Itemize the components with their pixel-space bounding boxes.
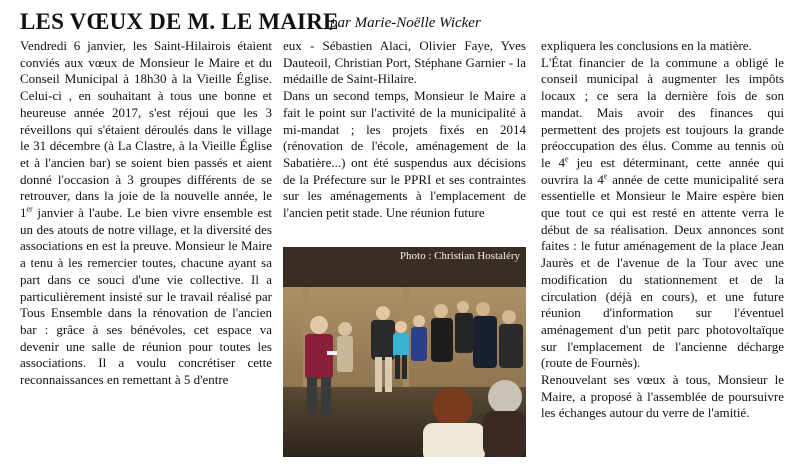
paragraph: eux - Sébastien Alaci, Olivier Faye, Yves Dauteoil, Christian Port, Stéphane Garnier - la médaille de Saint-Hilaire. — [283, 38, 526, 87]
article-header — [20, 9, 790, 39]
text-run: L'État financier de la commune a obligé le conseil municipal à augmenter les impôts locaux ; ce sera la dernière fois de son mandat. Mais avoir des finances qui permettent des projets est toujours la grande préoccupation des élus. Comme au tennis où le 4 — [541, 54, 784, 170]
text-column-1 — [20, 38, 272, 468]
superscript: e — [603, 171, 608, 181]
paragraph: Renouvelant ses vœux à tous, Monsieur le Maire, a proposé à l'assemblée de poursuivre les échanges autour du verre de l'amitié. — [541, 372, 784, 421]
superscript: e — [564, 154, 569, 164]
text-run: année de cette municipalité sera essentielle et Monsieur le Maire espère bien que tout ce qui est resté en attente verra le début de sa réalisation. Deux annonces sont faites : le futur aménagement de la place Jean Jaurès et de l'avenue de la Tour avec une modification du stationnement et de la circulation (déjà en cours), et une future réunion d'information sur l'éventuel aménagement d'un petit parc photovoltaïque sur l'emplacement de l'ancienne décharge (route de Fournès). — [541, 171, 784, 371]
photo-illustration — [283, 247, 526, 457]
paragraph — [20, 38, 272, 389]
article-byline: par Marie-Noëlle Wicker — [330, 15, 481, 31]
text-run: Vendredi 6 janvier, les Saint-Hilairois étaient conviés aux vœux de Monsieur le Maire et du Conseil Municipal à 18h30 à la Vieille Église. Celui-ci , en souhaitant à tous une bonne et heureuse année 2017, s'est réjoui que les 3 réveillons qui s'étaient déroulés dans le village le 31 décembre (à La Clastre, à la Vieille Église et à l'ancien bar) se soient bien passés et aient donné l'occasion à 3 groupes différents de se retrouver, dans la joie de la nouvelle année, le 1 — [20, 38, 272, 221]
paragraph — [541, 55, 784, 372]
paragraph: expliquera les conclusions en la matière. — [541, 38, 752, 53]
photo-credit: Photo : Christian Hostaléry — [399, 250, 520, 262]
paragraph: Dans un second temps, Monsieur le Maire a fait le point sur l'activité de la municipalité à mi-mandat ; les projets fixés en 2014 (rénovation de l'école, aménagement de la Sabatière...) ont été suspendus aux décisions de la Préfecture sur le PPRI et ses contraintes sur les aménagements à l'emplacement de l'ancien petit stade. Une réunion future — [283, 88, 526, 221]
text-column-2 — [283, 38, 526, 243]
text-run: janvier à l'aube. Le bien vivre ensemble est un des atouts de notre village, et la diversité des associations en est la preuve. Monsieur le Maire a tenu à les remercier toutes, chacune ayant sa part dans ce souci d'une vie collective. Il a particulièrement insisté sur le travail réalisé par Tous Ensemble dans la rénovation de l'ancien bar : grâce à ses bénévoles, cet espace va devenir une salle de réunion pour toutes les associations. Il a voulu concrétiser cette reconnaissances en remettant à 5 d'entre — [20, 205, 272, 388]
article-title: LES VŒUX DE M. LE MAIRE — [20, 9, 339, 34]
superscript: er — [26, 204, 33, 214]
event-photo — [283, 247, 526, 457]
text-column-3 — [541, 38, 784, 468]
text-run: jeu est déterminant, cette année qui ouvrira la 4 — [541, 154, 784, 187]
